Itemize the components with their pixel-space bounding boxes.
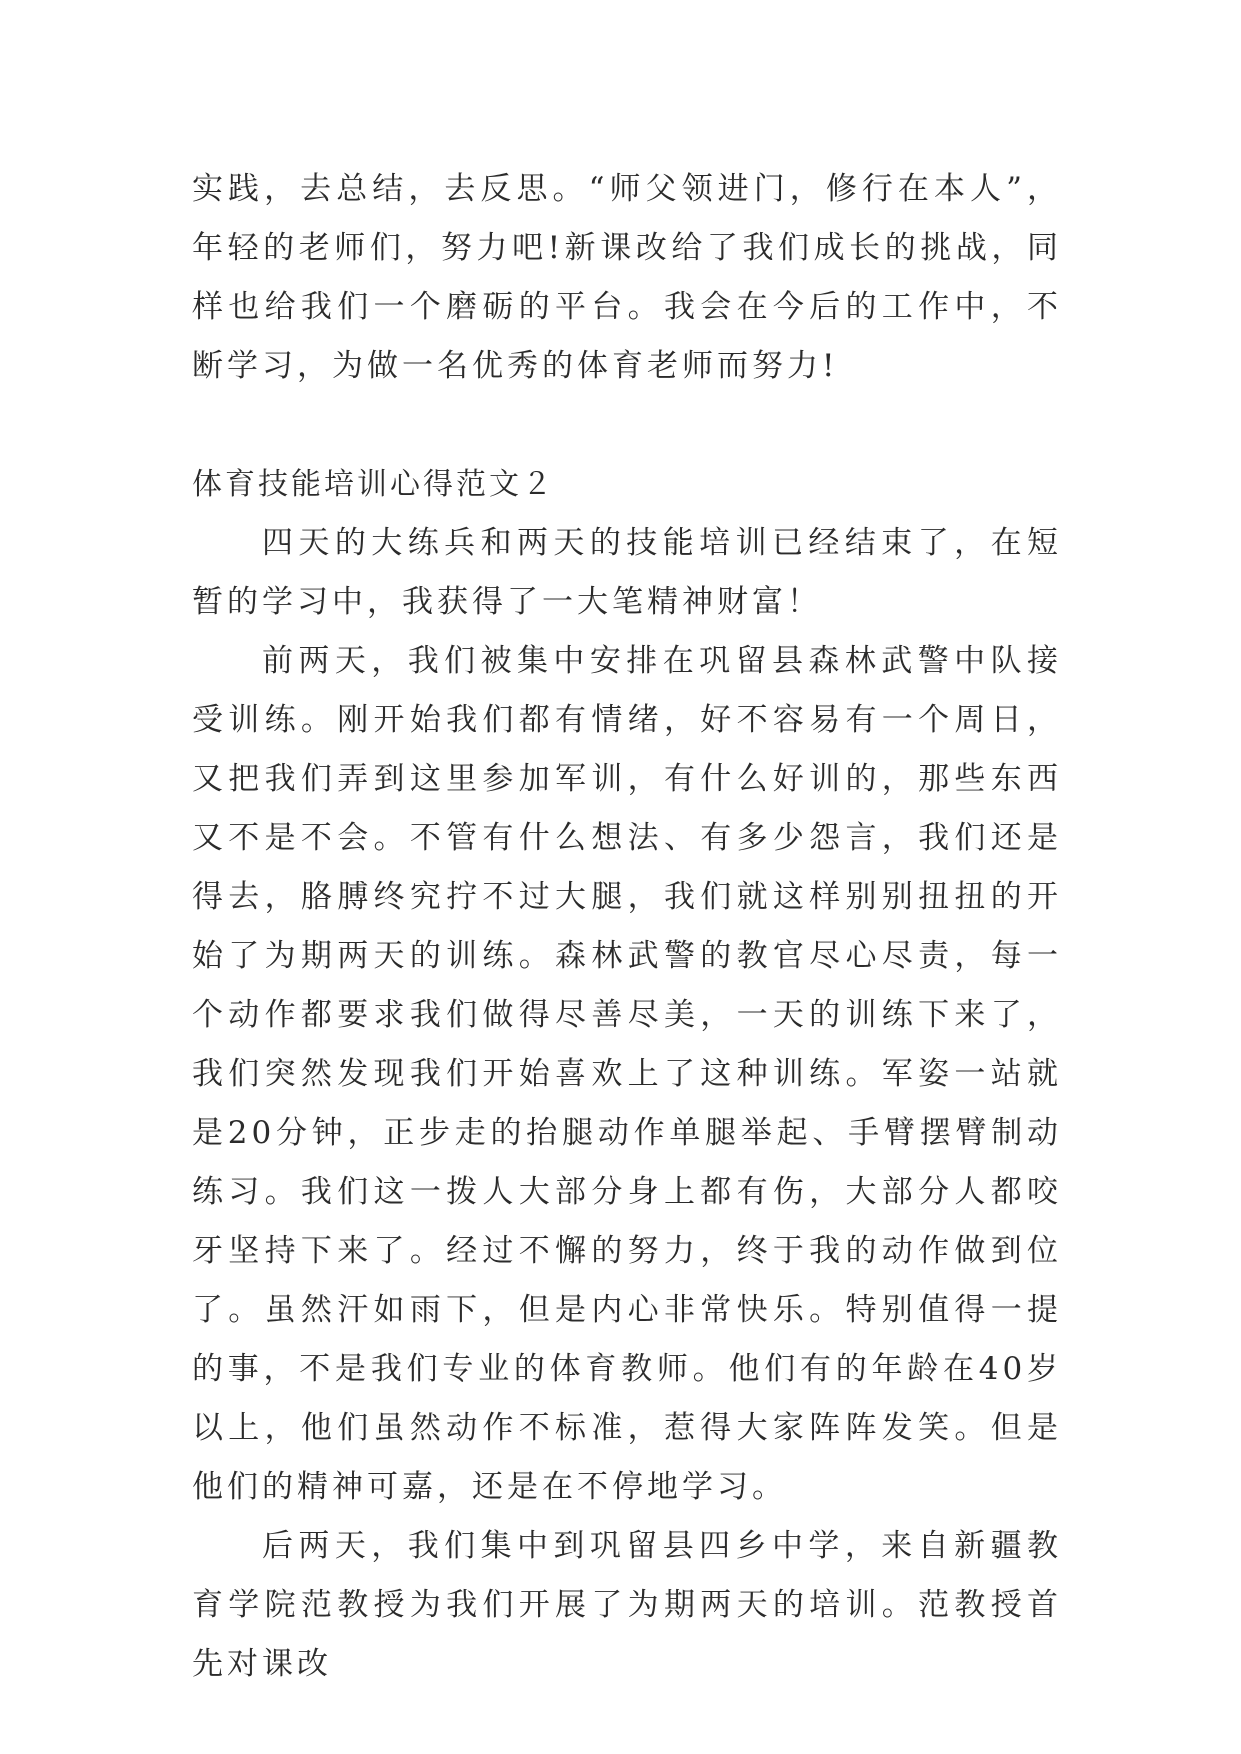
document-body <box>192 160 1062 1694</box>
section-paragraph-2: 前两天，我们被集中安排在巩留县森林武警中队接受训练。刚开始我们都有情绪，好不容易有一个周日，又把我们弄到这里参加军训，有什么好训的，那些东西又不是不会。不管有什么想法、有多少怨言，我们还是得去，胳膊终究拧不过大腿，我们就这样别别扭扭的开始了为期两天的训练。森林武警的教官尽心尽责，每一个动作都要求我们做得尽善尽美，一天的训练下来了，我们突然发现我们开始喜欢上了这种训练。军姿一站就是20分钟，正步走的抬腿动作单腿举起、手臂摆臂制动练习。我们这一拨人大部分身上都有伤，大部分人都咬牙坚持下来了。经过不懈的努力，终于我的动作做到位了。虽然汗如雨下，但是内心非常快乐。特别值得一提的事，不是我们专业的体育教师。他们有的年龄在40岁以上，他们虽然动作不标准，惹得大家阵阵发笑。但是他们的精神可嘉，还是在不停地学习。 <box>192 643 1062 1505</box>
section-heading: 体育技能培训心得范文２ <box>192 467 555 502</box>
paragraph-continuation: 实践，去总结，去反思。“师父领进门，修行在本人”，年轻的老师们，努力吧!新课改给了我们成长的挑战，同样也给我们一个磨砺的平台。我会在今后的工作中，不断学习，为做一名优秀的体育老师而努力! <box>192 171 1062 384</box>
section-paragraph-1: 四天的大练兵和两天的技能培训已经结束了，在短暂的学习中，我获得了一大笔精神财富！ <box>192 525 1062 620</box>
section-paragraph-3: 后两天，我们集中到巩留县四乡中学，来自新疆教育学院范教授为我们开展了为期两天的培训。范教授首先对课改 <box>192 1528 1062 1682</box>
